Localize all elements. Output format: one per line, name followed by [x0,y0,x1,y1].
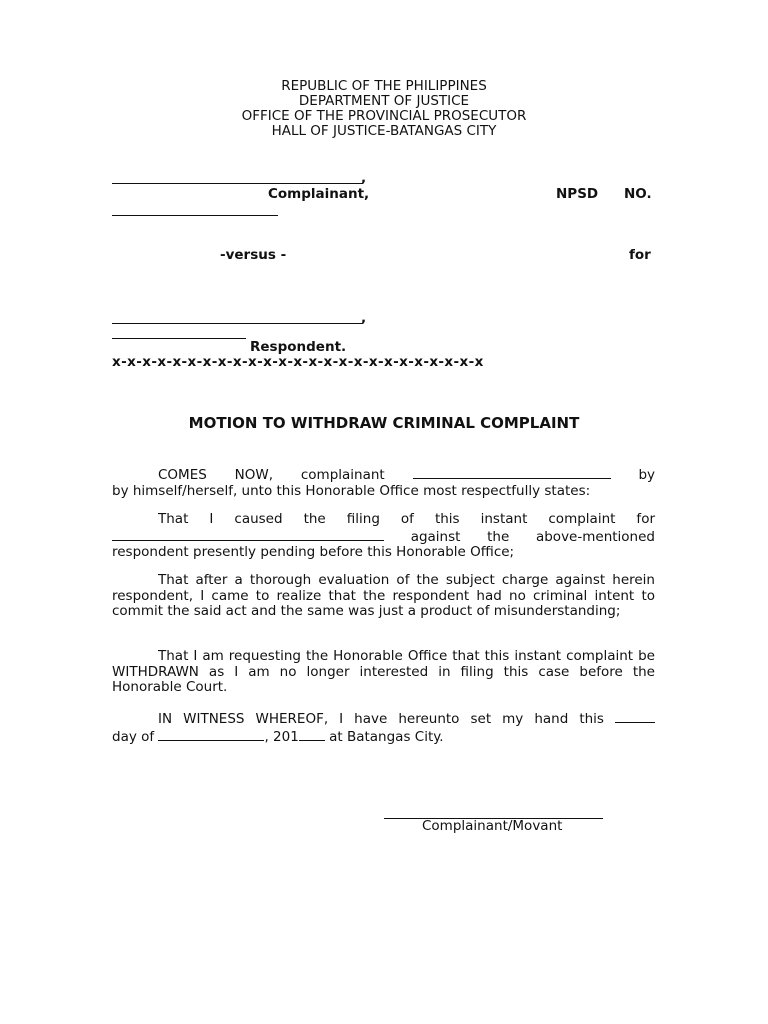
paragraph-3-text: That after a thorough evaluation of the subject charge against herein respondent, I came to realize that the respondent had no criminal intent to commit the said act and the same was just a product of misunderstanding; [112,572,655,619]
day-field[interactable] [615,710,655,723]
header-hall: HALL OF JUSTICE-BATANGAS CITY [271,123,497,139]
offense-field[interactable] [112,528,384,541]
paragraph-5-text-b: day of [112,728,155,745]
paragraph-evaluation [112,573,655,620]
month-field[interactable] [158,728,264,741]
complainant-name-field[interactable] [413,466,611,479]
header-republic: REPUBLIC OF THE PHILIPPINES [281,78,487,94]
case-number-blank[interactable] [112,215,278,216]
complainant-comma: , [361,170,367,186]
complainant-name-blank[interactable] [112,183,362,184]
paragraph-1-text-a: COMES NOW, complainant [158,467,385,483]
for-label: for [629,247,651,263]
signature-label: Complainant/Movant [422,818,563,834]
paragraph-4-text: That I am requesting the Honorable Office that this instant complaint be WITHDRAWN as I am no longer interested in filing this case before the Honorable Court. [112,648,655,695]
respondent-comma: , [361,310,367,326]
paragraph-5-text-c: , 201 [264,728,299,745]
respondent-name-blank[interactable] [112,323,362,324]
paragraph-1-text-b: by himself/herself, unto this Honorable Office most respectfully states: [112,482,591,499]
year-field[interactable] [299,728,325,741]
paragraph-1-text-by: by [638,467,655,483]
paragraph-2-text-b: against the above-mentioned respondent presently pending before this Honorable Office; [112,528,655,560]
paragraph-comes-now [112,466,655,499]
paragraph-5-text-a: IN WITNESS WHEREOF, I have hereunto set my hand this [158,711,604,727]
complainant-label: Complainant, [268,186,370,202]
respondent-extra-blank[interactable] [112,338,246,339]
document-title: MOTION TO WITHDRAW CRIMINAL COMPLAINT [188,414,580,432]
paragraph-filing [112,512,655,561]
header-department: DEPARTMENT OF JUSTICE [298,93,470,109]
npsd-label: NPSD [556,186,599,202]
versus-label: -versus - [220,247,287,263]
caption-separator: x-x-x-x-x-x-x-x-x-x-x-x-x-x-x-x-x-x-x-x-x-x-x-x-x [112,354,484,370]
paragraph-witness [112,710,655,745]
paragraph-request [112,649,655,696]
case-no-label: NO. [624,186,652,202]
header-office: OFFICE OF THE PROVINCIAL PROSECUTOR [241,108,527,124]
paragraph-5-text-d: at Batangas City. [329,728,444,745]
paragraph-2-text-a: That I caused the filing of this instant complaint for [158,511,655,527]
respondent-label: Respondent. [250,339,347,355]
